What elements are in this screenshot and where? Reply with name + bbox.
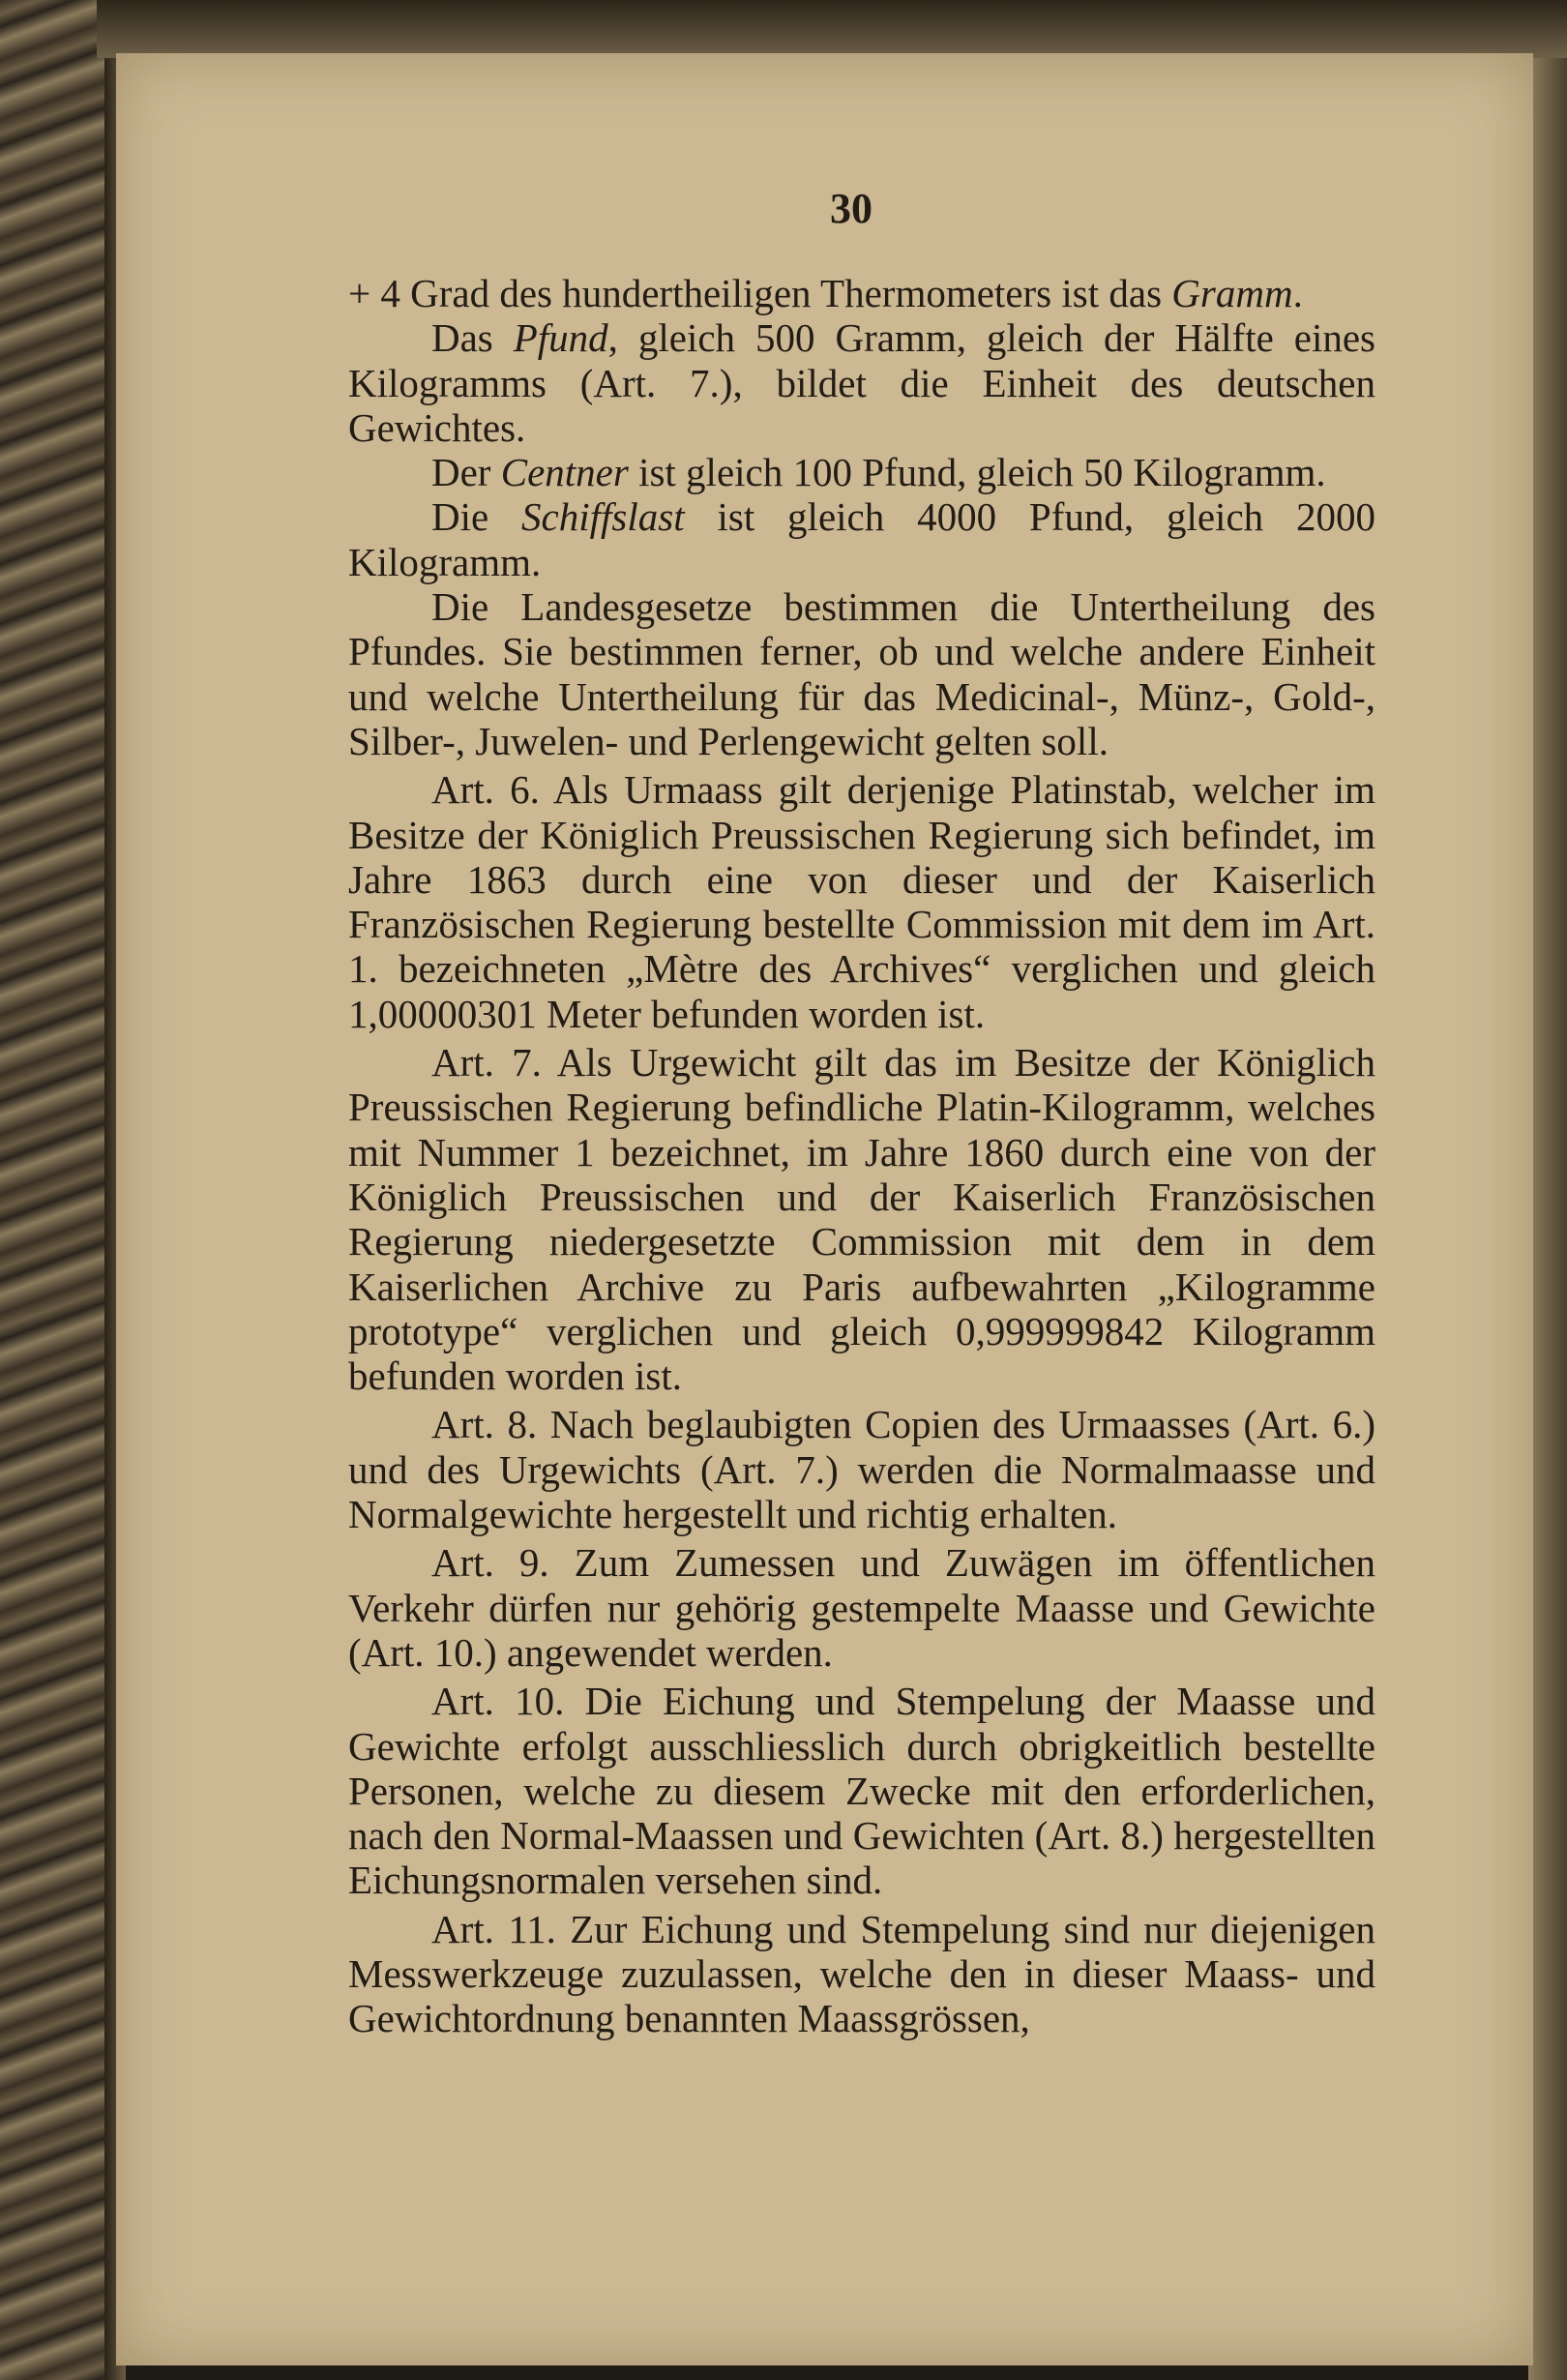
italic-term: Centner [500,450,629,495]
text-segment: ist gleich 4000 Pfund, gleich 2000 Kilogramm. [348,494,1375,584]
paragraph [348,271,1375,315]
text-segment: Art. 6. Als Urmaass gilt derjenige Platinstab, welcher im Besitze der Königlich Preussischen Regierung sich befindet, im Jahre 1863 durch eine von dieser und der Kaiserlich Französischen Regierung bestellte Commission mit dem im Art. 1. bezeichneten „Mètre des Archives“ verglichen und gleich 1,00000301 Meter befunden worden ist. [348,767,1375,1036]
paragraph-art-6 [348,767,1375,1036]
text-segment: Der [431,450,501,495]
text-segment: . [1292,271,1303,315]
italic-term: Gramm [1171,271,1293,315]
paragraph [348,584,1375,763]
text-segment: Art. 8. Nach beglaubigten Copien des Urmaasses (Art. 6.) und des Urgewichts (Art. 7.) werden die Normalmaasse und Normalgewichte hergestellt und richtig erhalten. [348,1402,1375,1537]
page-number: 30 [830,185,872,232]
italic-term: Pfund [513,315,608,361]
text-segment: , gleich 500 Gramm, gleich der Hälfte eines Kilogramms (Art. 7.), bildet die Einheit des deutschen Gewichtes. [348,315,1376,450]
text-segment: Art. 9. Zum Zumessen und Zuwägen im öffentlichen Verkehr dürfen nur gehörig gestempelte Maasse und Gewichte (Art. 10.) angewendet werden. [348,1540,1375,1675]
paragraph [348,315,1375,450]
top-edge [97,0,1567,58]
text-segment: Art. 10. Die Eichung und Stempelung der Maasse und Gewichte erfolgt ausschliesslich durch obrigkeitlich bestellte Personen, welche zu diesem Zwecke mit den erforderlichen, nach den Normal-Maassen und Gewichten (Art. 8.) hergestellten Eichungsnormalen versehen sind. [348,1679,1375,1903]
text-segment: Die [431,494,522,540]
page-body [348,271,1375,2041]
text-segment: Art. 7. Als Urgewicht gilt das im Besitze der Königlich Preussischen Regierung befindliche Platin-Kilogramm, welches mit Nummer 1 bezeichnet, im Jahre 1860 durch eine von der Königlich Preussischen und der Kaiserlich Französischen Regierung niedergesetzte Commission mit dem in dem Kaiserlichen Archive zu Paris aufbewahrten „Kilogramme prototype“ verglichen und gleich 0,999999842 Kilogramm befunden worden ist. [348,1040,1375,1399]
paragraph-art-8 [348,1402,1375,1536]
paragraph-art-11 [348,1907,1375,2041]
text-segment: ist gleich 100 Pfund, gleich 50 Kilogramm. [628,450,1326,495]
text-segment: Art. 11. Zur Eichung und Stempelung sind nur diejenigen Messwerkzeuge zuzulassen, welche den in dieser Maass- und Gewichtordnung benannten Maassgrössen, [348,1906,1375,2041]
paragraph-art-7 [348,1040,1375,1398]
text-segment: Die Landesgesetze bestimmen die Untertheilung des Pfundes. Sie bestimmen ferner, ob und welche andere Einheit und welche Untertheilung für das Medicinal-, Münz-, Gold-, Silber-, Juwelen- und Perlengewicht gelten soll. [348,584,1375,763]
paragraph [348,450,1375,494]
text-segment: Das [431,315,514,361]
italic-term: Schiffslast [521,494,685,540]
paragraph-art-10 [348,1679,1375,1902]
paragraph-art-9 [348,1540,1375,1675]
paragraph [348,494,1375,584]
text-segment: + 4 Grad des hundertheiligen Thermometers ist das [348,271,1172,315]
right-cover-edge [1528,0,1567,2380]
